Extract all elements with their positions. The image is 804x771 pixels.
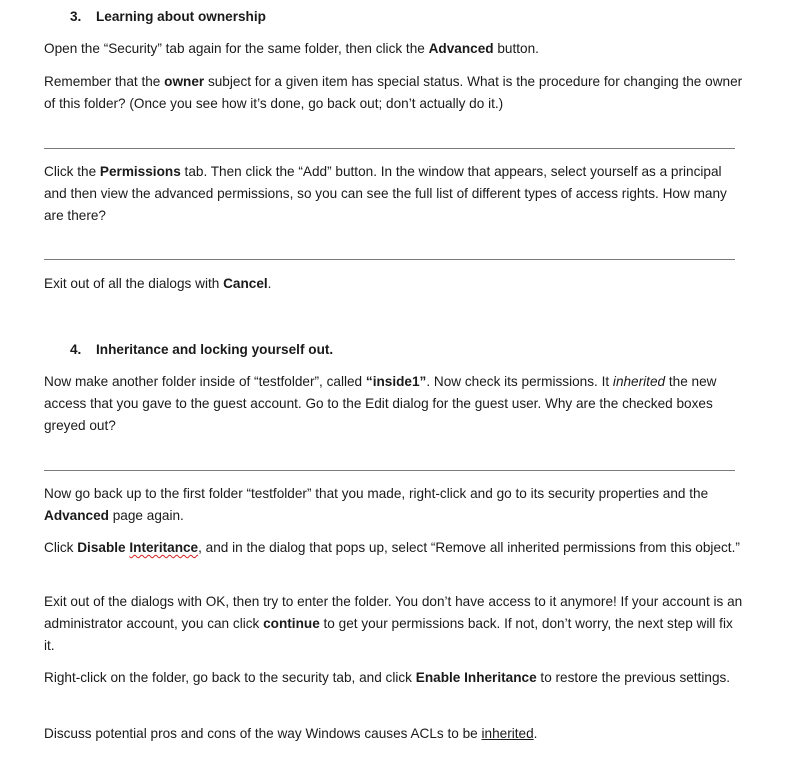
text: button. bbox=[493, 41, 539, 56]
text: . Now check its permissions. It bbox=[426, 374, 613, 389]
section-4-paragraph-1 bbox=[44, 371, 744, 437]
bold-text: “inside1” bbox=[365, 374, 427, 389]
text: Remember that the bbox=[44, 74, 165, 89]
section-4-paragraph-3 bbox=[44, 537, 744, 559]
section-4-number: 4. bbox=[70, 342, 82, 357]
text: Now make another folder inside of “testfolder”, called bbox=[44, 374, 366, 389]
section-3-heading bbox=[70, 7, 770, 27]
section-3-paragraph-3 bbox=[44, 161, 744, 227]
answer-line bbox=[44, 470, 735, 471]
text: tab. Then click the “Add” button. In the window that appears, select yourself as a principal and then view the advanced permissions, so you can see the full list of different types of access rights. How many are there? bbox=[44, 164, 727, 223]
text: Exit out of the dialogs with OK, then try to enter the folder. You don’t have access to it anymore! If your account is an administrator account, you can click bbox=[44, 594, 743, 631]
text: to get your permissions back. If not, don’t worry, the next step will fix it. bbox=[44, 616, 733, 653]
text: page again. bbox=[108, 508, 184, 523]
text: subject for a given item has special status. What is the procedure for changing the owner of this folder? (Once you see how it’s done, go back out; don’t actually do it.) bbox=[44, 74, 743, 111]
text: to restore the previous settings. bbox=[536, 670, 731, 685]
text: , and in the dialog that pops up, select “Remove all inherited permissions from this object.” bbox=[198, 540, 740, 555]
text: Exit out of all the dialogs with bbox=[44, 276, 224, 291]
bold-text: continue bbox=[263, 616, 320, 631]
section-3-paragraph-2 bbox=[44, 71, 744, 115]
section-4-paragraph-4 bbox=[44, 591, 744, 657]
text: the new access that you gave to the guest account. Go to the Edit dialog for the guest user. Why are the checked boxes greyed out? bbox=[44, 374, 717, 433]
bold-text: Disable bbox=[77, 540, 130, 555]
bold-text: Enable Inheritance bbox=[415, 670, 537, 685]
answer-line bbox=[44, 148, 735, 149]
text: Click the bbox=[44, 164, 100, 179]
bold-text: owner bbox=[164, 74, 205, 89]
text: Open the “Security” tab again for the same folder, then click the bbox=[44, 41, 429, 56]
text: Click bbox=[44, 540, 78, 555]
underlined-word: inherited bbox=[481, 726, 534, 741]
section-4-paragraph-6 bbox=[44, 723, 744, 745]
bold-text: Advanced bbox=[428, 41, 494, 56]
answer-line bbox=[44, 259, 735, 260]
section-3-title: Learning about ownership bbox=[96, 9, 266, 24]
section-4-heading bbox=[70, 340, 770, 360]
text: . bbox=[533, 726, 538, 741]
text: Now go back up to the first folder “testfolder” that you made, right-click and go to its security properties and the bbox=[44, 486, 709, 501]
section-4-paragraph-5 bbox=[44, 667, 744, 689]
section-3-paragraph-1 bbox=[44, 38, 744, 60]
bold-text: Advanced bbox=[44, 508, 109, 523]
bold-text: Permissions bbox=[99, 164, 181, 179]
section-4-paragraph-2 bbox=[44, 483, 744, 527]
bold-text: Cancel bbox=[223, 276, 268, 291]
section-3-number: 3. bbox=[70, 9, 82, 24]
section-3-paragraph-4 bbox=[44, 273, 744, 295]
italic-text: inherited bbox=[612, 374, 666, 389]
text: Discuss potential pros and cons of the way Windows causes ACLs to be bbox=[44, 726, 482, 741]
text: Right-click on the folder, go back to the security tab, and click bbox=[44, 670, 416, 685]
misspelled-word: Interitance bbox=[129, 540, 199, 555]
section-4-title: Inheritance and locking yourself out. bbox=[96, 342, 334, 357]
text: . bbox=[267, 276, 272, 291]
